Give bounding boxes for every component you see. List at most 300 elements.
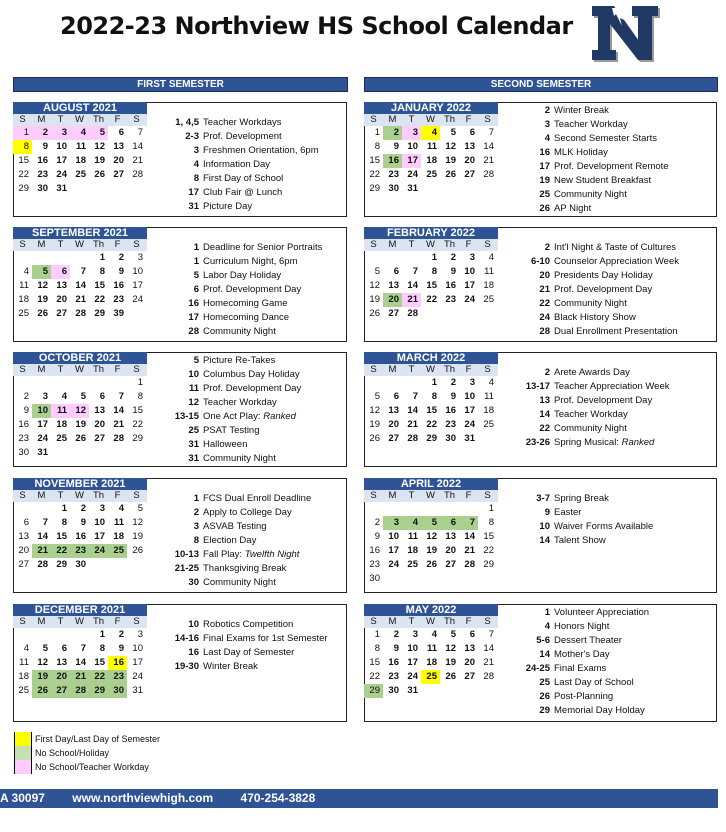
event-date: 2 [544,242,550,253]
event-title: Homecoming Dance [203,312,290,323]
week-row [13,182,147,196]
event-date: 1 [544,607,550,618]
month-calendar [364,604,498,698]
day-cell: 25 [18,308,29,319]
event-item [153,424,358,438]
day-cell: 24 [407,169,418,180]
day-cell: 16 [75,531,86,542]
empty-day-cell [70,182,89,196]
weekday-header [364,364,498,376]
event-title: Final Exams [554,663,607,674]
weekday-label: W [426,616,435,627]
day-cell: 26 [37,308,48,319]
month-title: OCTOBER 2021 [13,352,147,364]
weekday-label: M [388,239,397,250]
event-title-emphasis: Twelfth Night [244,549,300,560]
event-title: Volunteer Appreciation [554,607,650,618]
empty-day-cell [32,376,51,390]
day-cell: 11 [426,141,437,152]
day-cell: 30 [75,559,86,570]
event-date: 3 [193,145,199,156]
month-title: NOVEMBER 2021 [13,478,147,490]
day-cell: 10 [407,141,418,152]
day-cell: 20 [56,294,67,305]
weekday-label: M [388,616,397,627]
event-item [504,506,709,520]
day-cell: 14 [483,643,494,654]
footer-phone: 470-254-3828 [240,791,316,805]
day-cell: 1 [374,127,380,138]
school-logo-icon [584,2,664,64]
day-cell: 29 [89,684,108,698]
day-cell: 5 [421,516,440,530]
day-cell: 21 [402,293,421,307]
day-cell: 3 [99,503,105,514]
day-cell: 16 [369,545,380,556]
event-date: 17 [188,312,199,323]
day-cell: 18 [426,155,437,166]
event-title: Thanksgiving Break [203,563,287,574]
week-row [364,404,498,418]
day-cell: 4 [118,503,124,514]
event-item [153,562,358,576]
day-cell: 20 [113,155,124,166]
day-cell: 29 [94,308,105,319]
event-title: ASVAB Testing [203,521,267,532]
day-cell: 22 [132,419,143,430]
event-title: Dual Enrollment Presentation [554,326,678,337]
day-cell: 23 [445,294,456,305]
day-cell: 14 [483,141,494,152]
day-cell: 31 [37,447,48,458]
event-list [504,492,709,548]
event-item [504,283,709,297]
empty-day-cell [459,572,478,586]
empty-day-cell [70,251,89,265]
event-date: 25 [539,677,550,688]
empty-day-cell [13,376,32,390]
weekday-label: Th [443,364,456,375]
event-date: 2 [193,507,199,518]
day-cell: 7 [412,391,418,402]
weekday-label: Th [443,239,456,250]
day-cell: 25 [108,544,127,558]
day-cell: 17 [402,154,421,168]
day-cell: 23 [108,670,127,684]
day-cell: 2 [118,252,124,263]
week-row [13,279,147,293]
day-cell: 18 [18,294,29,305]
day-cell: 10 [132,266,143,277]
event-date: 6 [193,284,199,295]
empty-day-cell [383,502,402,516]
event-title: Easter [554,507,582,518]
weekday-header [364,239,498,251]
day-cell: 27 [56,308,67,319]
day-cell: 9 [393,141,399,152]
week-row [364,168,498,182]
empty-day-cell [402,251,421,265]
day-cell: 3 [412,629,418,640]
event-title: Presidents Day Holiday [554,270,653,281]
event-date: 20 [539,270,550,281]
day-cell: 19 [94,155,105,166]
week-row [364,656,498,670]
event-title: Community Night [554,423,627,434]
event-item [504,255,709,269]
week-row [364,516,498,530]
day-cell: 21 [75,294,86,305]
weekday-label: S [133,616,140,627]
week-row [364,544,498,558]
event-date: 24 [539,312,550,323]
day-cell: 20 [51,670,70,684]
weekday-label: T [408,490,415,501]
weekday-label: W [426,239,435,250]
event-title: Community Night [554,189,627,200]
event-title: Dessert Theater [554,635,622,646]
event-list [504,104,709,216]
event-date: 10 [539,521,550,532]
day-cell: 28 [464,559,475,570]
day-cell: 3 [137,252,143,263]
weekday-label: Th [92,239,105,250]
event-date: 14 [539,649,550,660]
event-date: 28 [539,326,550,337]
weekday-label: Th [92,616,105,627]
day-cell: 13 [56,657,67,668]
weekday-label: S [19,114,26,125]
empty-day-cell [459,182,478,196]
day-cell: 13 [464,643,475,654]
legend-item-holiday: No School/Holiday [14,746,160,760]
day-cell: 3 [469,252,475,263]
empty-day-cell [13,502,32,516]
weekday-label: Th [443,616,456,627]
day-cell: 24 [464,294,475,305]
day-cell: 31 [56,183,67,194]
event-date: 5-6 [536,635,550,646]
day-cell: 12 [37,657,48,668]
week-row [364,670,498,684]
event-title: Mother's Day [554,649,610,660]
week-row [13,140,147,154]
day-cell: 18 [18,671,29,682]
day-cell: 7 [42,517,48,528]
empty-day-cell [32,502,51,516]
weekday-header [364,616,498,628]
weekday-label: T [57,490,64,501]
day-cell: 12 [70,404,89,418]
day-cell: 20 [18,545,29,556]
event-title: First Day of School [203,173,284,184]
weekday-label: S [370,239,377,250]
event-date: 10 [188,619,199,630]
event-title: Prof. Development Remote [554,161,669,172]
event-date: 22 [539,423,550,434]
day-cell: 5 [89,126,108,140]
weekday-label: T [408,364,415,375]
event-title: Spring Break [554,493,609,504]
weekday-label: W [426,114,435,125]
week-row [13,558,147,572]
day-cell: 4 [402,516,421,530]
event-date: 23-26 [525,437,550,448]
day-cell: 21 [32,544,51,558]
day-cell: 23 [445,419,456,430]
week-row [364,376,498,390]
day-cell: 5 [374,266,380,277]
day-cell: 18 [56,419,67,430]
event-date: 24-25 [525,663,550,674]
day-cell: 20 [94,419,105,430]
event-item [504,520,709,534]
day-cell: 1 [13,126,32,140]
day-cell: 11 [19,657,29,668]
day-cell: 23 [70,544,89,558]
day-cell: 24 [464,419,475,430]
event-date: 6-10 [530,256,550,267]
week-row [13,126,147,140]
weekday-label: F [465,114,472,125]
event-date: 14-16 [174,633,199,644]
day-cell: 15 [426,405,437,416]
event-item [153,172,358,186]
event-item [504,634,709,648]
day-cell: 7 [412,266,418,277]
day-cell: 28 [70,684,89,698]
empty-day-cell [51,446,70,460]
day-cell: 14 [113,405,124,416]
day-cell: 1 [431,252,437,263]
event-date: 29 [539,705,550,716]
event-date: 16 [539,147,550,158]
day-cell: 2 [32,126,51,140]
day-cell: 26 [75,433,86,444]
day-cell: 30 [388,685,399,696]
day-cell: 1 [137,377,143,388]
weekday-label: S [484,239,491,250]
day-cell: 16 [388,657,399,668]
empty-day-cell [89,182,108,196]
event-date: 16 [188,647,199,658]
month-calendar [13,478,147,572]
event-date: 2 [544,367,550,378]
event-date: 1 [193,256,199,267]
empty-day-cell [402,376,421,390]
event-title: Fall Play: Twelfth Night [203,549,300,560]
day-cell: 21 [464,545,475,556]
day-cell: 17 [388,545,399,556]
day-cell: 19 [37,294,48,305]
day-cell: 15 [56,531,67,542]
empty-day-cell [108,182,127,196]
day-cell: 10 [32,404,51,418]
weekday-label: W [75,114,84,125]
week-row [13,265,147,279]
day-cell: 19 [132,531,143,542]
weekday-label: S [133,364,140,375]
day-cell: 7 [488,629,494,640]
event-title: Deadline for Senior Portraits [203,242,323,253]
week-row [13,530,147,544]
day-cell: 21 [132,155,143,166]
empty-day-cell [108,376,127,390]
day-cell: 1 [488,503,494,514]
event-title: Election Day [203,535,257,546]
day-cell: 23 [388,169,399,180]
day-cell: 5 [450,629,456,640]
empty-day-cell [51,251,70,265]
event-date: 25 [188,425,199,436]
week-row [364,418,498,432]
day-cell: 22 [18,169,29,180]
month-calendar [13,227,147,321]
footer-website[interactable]: www.northviewhigh.com [72,791,214,805]
page-title: 2022-23 Northview HS School Calendar [60,12,573,40]
weekday-label: T [57,616,64,627]
day-cell: 29 [56,559,67,570]
day-cell: 8 [99,643,105,654]
event-title: FCS Dual Enroll Deadline [203,493,312,504]
event-date: 21-25 [174,563,199,574]
week-row [13,404,147,418]
empty-day-cell [459,502,478,516]
empty-day-cell [421,182,440,196]
day-cell: 5 [137,503,143,514]
day-cell: 7 [80,643,86,654]
weekday-header [13,364,147,376]
empty-day-cell [478,684,497,698]
event-title: One Act Play: Ranked [203,411,296,422]
weekday-header [364,490,498,502]
day-cell: 23 [369,559,380,570]
month-title: MAY 2022 [364,604,498,616]
weekday-label: M [37,364,46,375]
month-block [13,478,347,593]
day-cell: 22 [89,670,108,684]
day-cell: 12 [94,141,105,152]
event-item [504,311,709,325]
empty-day-cell [32,628,51,642]
week-row [13,390,147,404]
day-cell: 14 [464,531,475,542]
week-row [364,642,498,656]
day-cell: 20 [464,155,475,166]
day-cell: 6 [393,391,399,402]
day-cell: 25 [421,670,440,684]
day-cell: 12 [445,643,456,654]
event-title: Apply to College Day [203,507,292,518]
week-row [13,376,147,390]
weekday-label: W [75,616,84,627]
event-date: 1 [193,493,199,504]
day-cell: 18 [407,545,418,556]
day-cell: 6 [440,516,459,530]
day-cell: 5 [80,391,86,402]
week-row [13,418,147,432]
day-cell: 14 [37,531,48,542]
event-title: Memorial Day Holday [554,705,645,716]
week-row [364,684,498,698]
month-calendar [13,604,147,698]
event-title: Halloween [203,439,248,450]
day-cell: 6 [393,266,399,277]
day-cell: 8 [13,140,32,154]
day-cell: 20 [383,293,402,307]
empty-day-cell [89,446,108,460]
event-item [153,520,358,534]
empty-day-cell [13,251,32,265]
day-cell: 16 [445,405,456,416]
month-block [13,352,347,467]
day-cell: 13 [94,405,105,416]
day-cell: 14 [75,280,86,291]
event-item [153,144,358,158]
event-title: Talent Show [554,535,606,546]
week-row [13,251,147,265]
day-cell: 27 [51,684,70,698]
empty-day-cell [478,182,497,196]
day-cell: 15 [132,405,143,416]
weekday-label: M [388,364,397,375]
day-cell: 29 [483,559,494,570]
day-cell: 4 [23,266,29,277]
day-cell: 2 [118,629,124,640]
weekday-header [13,239,147,251]
week-row [13,684,147,698]
day-cell: 24 [89,544,108,558]
weekday-label: W [75,239,84,250]
weekday-label: S [370,490,377,501]
event-item [153,396,358,410]
day-cell: 8 [137,391,143,402]
empty-day-cell [459,307,478,321]
event-date: 16 [188,298,199,309]
day-cell: 19 [369,294,380,305]
day-cell: 10 [94,517,105,528]
day-cell: 12 [369,405,380,416]
event-item [153,368,358,382]
day-cell: 17 [132,657,143,668]
day-cell: 7 [488,127,494,138]
day-cell: 13 [388,280,399,291]
day-cell: 18 [483,280,494,291]
day-cell: 11 [51,404,70,418]
event-title: Teacher Workday [203,397,277,408]
event-title: Prof. Development [203,131,282,142]
day-cell: 15 [426,280,437,291]
event-title-emphasis: Ranked [263,411,296,422]
event-item [504,188,709,202]
event-title: Winter Break [554,105,609,116]
event-date: 22 [539,298,550,309]
day-cell: 2 [450,252,456,263]
day-cell: 19 [32,670,51,684]
month-calendar [364,227,498,321]
day-cell: 4 [488,377,494,388]
day-cell: 6 [61,643,67,654]
event-date: 3 [193,521,199,532]
day-cell: 22 [369,169,380,180]
week-row [364,502,498,516]
event-item [153,116,358,130]
event-item [504,241,709,255]
day-cell: 28 [483,169,494,180]
event-title: Honors Night [554,621,610,632]
day-cell: 7 [137,127,143,138]
month-calendar [13,352,147,460]
